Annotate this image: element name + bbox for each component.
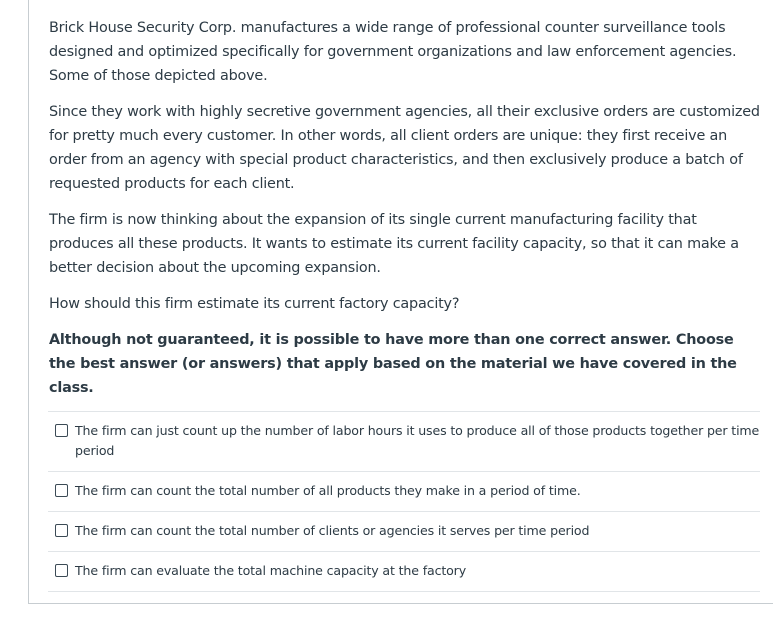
- question-paragraph: Brick House Security Corp. manufactures a wide range of professional counter surveillance tools designed and optimized specifically for government organizations and law enforcement agencies. Some of those depicted above.: [49, 20, 737, 84]
- answer-option[interactable]: [48, 472, 760, 512]
- answer-checkbox[interactable]: [55, 424, 68, 437]
- question-prompt: How should this firm estimate its current factory capacity?: [49, 296, 460, 312]
- question-instruction: Although not guaranteed, it is possible to have more than one correct answer. Choose the best answer (or answers) that apply based on the material we have covered in the class.: [49, 332, 737, 396]
- answer-label: The firm can count the total number of all products they make in a period of time.: [75, 483, 581, 498]
- question-card: [28, 0, 773, 604]
- answer-list: [48, 411, 760, 592]
- answer-checkbox[interactable]: [55, 484, 68, 497]
- answer-option[interactable]: [48, 512, 760, 552]
- answer-checkbox[interactable]: [55, 524, 68, 537]
- answer-option[interactable]: [48, 412, 760, 472]
- answer-option[interactable]: [48, 552, 760, 592]
- question-paragraph: Since they work with highly secretive government agencies, all their exclusive orders are customized for pretty much every customer. In other words, all client orders are unique: they first receive an order from an agency with special product characteristics, and then exclusively produce a batch of requested products for each client.: [49, 104, 760, 192]
- answer-label: The firm can just count up the number of labor hours it uses to produce all of those products together per time period: [75, 423, 760, 458]
- question-paragraph: The firm is now thinking about the expansion of its single current manufacturing facility that produces all these products. It wants to estimate its current facility capacity, so that it can make a better decision about the upcoming expansion.: [49, 212, 739, 276]
- question-text: [49, 16, 761, 412]
- answer-checkbox[interactable]: [55, 564, 68, 577]
- answer-label: The firm can count the total number of clients or agencies it serves per time period: [75, 523, 590, 538]
- answer-label: The firm can evaluate the total machine capacity at the factory: [75, 563, 467, 578]
